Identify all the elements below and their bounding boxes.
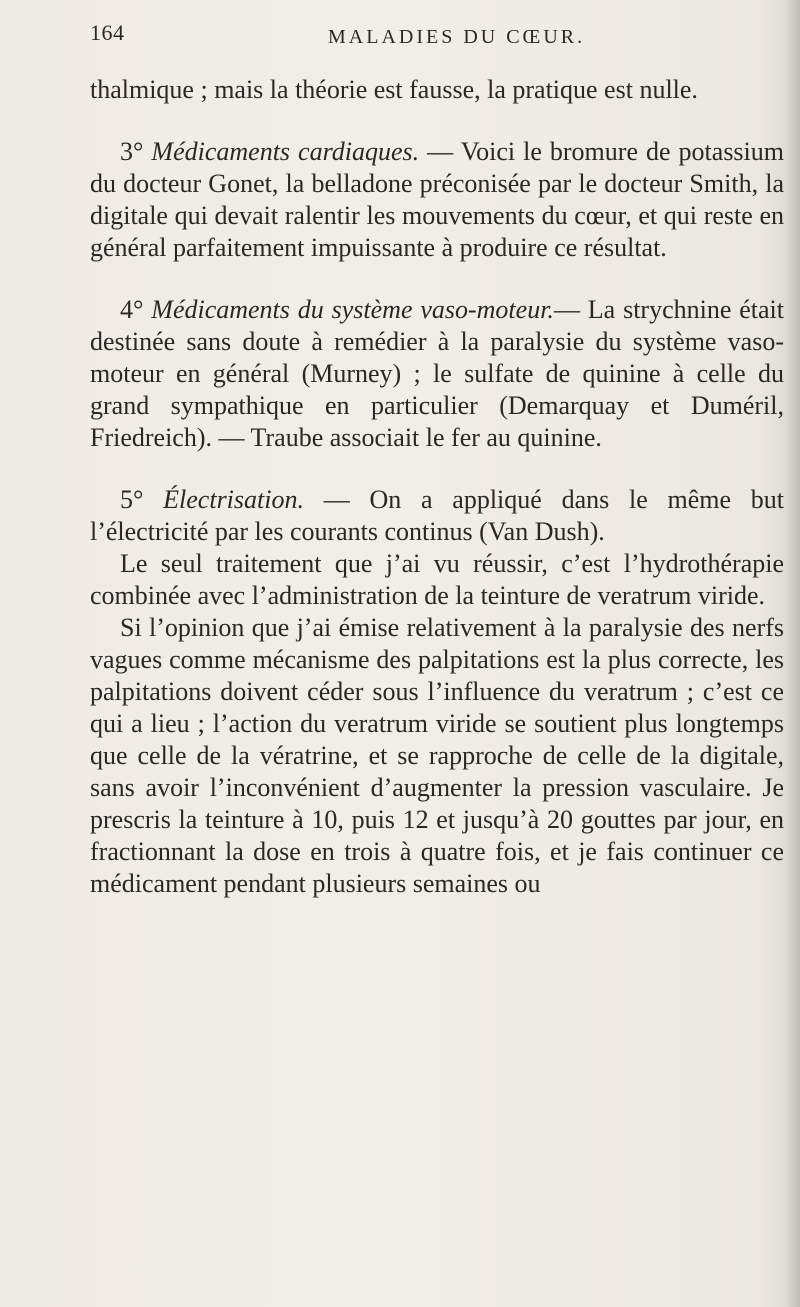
page-number: 164 [90,20,125,45]
section-paragraph [90,484,784,548]
section-heading: Médicaments du système vaso-moteur. [151,295,554,324]
section-number: 5° [120,485,144,514]
page-edge-shadow [786,0,800,1307]
paragraph [90,548,784,612]
page-header [90,20,790,60]
paragraph-text: — On a appliqué dans le même but l’électricité par les courants continus (Van Dush). [90,485,784,546]
paragraph-text: thalmique ; mais la théorie est fausse, la pratique est nulle. [90,75,698,104]
paragraph-text: Si l’opinion que j’ai émise relativement à la paralysie des nerfs vagues comme mécanisme des palpitations est la plus correcte, les palpitations doivent céder sous l’influence du veratrum ; c’est ce qui a lieu ; l’action du veratrum viride se soutient plus longtemps que celle de la vératrine, et se rapproche de celle de la digitale, sans avoir l’inconvénient d’augmenter la pression vasculaire. Je prescris la teinture à 10, puis 12 et jusqu’à 20 gouttes par jour, en fractionnant la dose en trois à quatre fois, et je fais continuer ce médicament pendant plusieurs semaines ou [90,613,784,898]
body-text [90,74,784,900]
paragraph-text: — La strychnine était destinée sans doute à remédier à la paralysie du système vaso-moteur en général (Murney) ; le sulfate de quinine à celle du grand sympathique en particulier (Demarquay et Duméril, Friedreich). — Traube associait le fer au quinine. [90,295,784,452]
paragraph [90,612,784,900]
section-heading: Médicaments cardiaques. [151,137,420,166]
paragraph-continuation [90,74,784,106]
section-number: 3° [120,137,144,166]
section-paragraph [90,294,784,454]
section-heading: Électrisation. [163,485,304,514]
paragraph-text: — Voici le bromure de potassium du docteur Gonet, la belladone préconisée par le docteur Smith, la digitale qui devait ralentir les mouvements du cœur, et qui reste en général parfaitement impuissante à produire ce résultat. [90,137,784,262]
running-title: MALADIES DU CŒUR. [328,26,586,48]
section-number: 4° [120,295,144,324]
section-paragraph [90,136,784,264]
paragraph-text: Le seul traitement que j’ai vu réussir, c’est l’hydrothérapie combinée avec l’administration de la teinture de veratrum viride. [90,549,784,610]
